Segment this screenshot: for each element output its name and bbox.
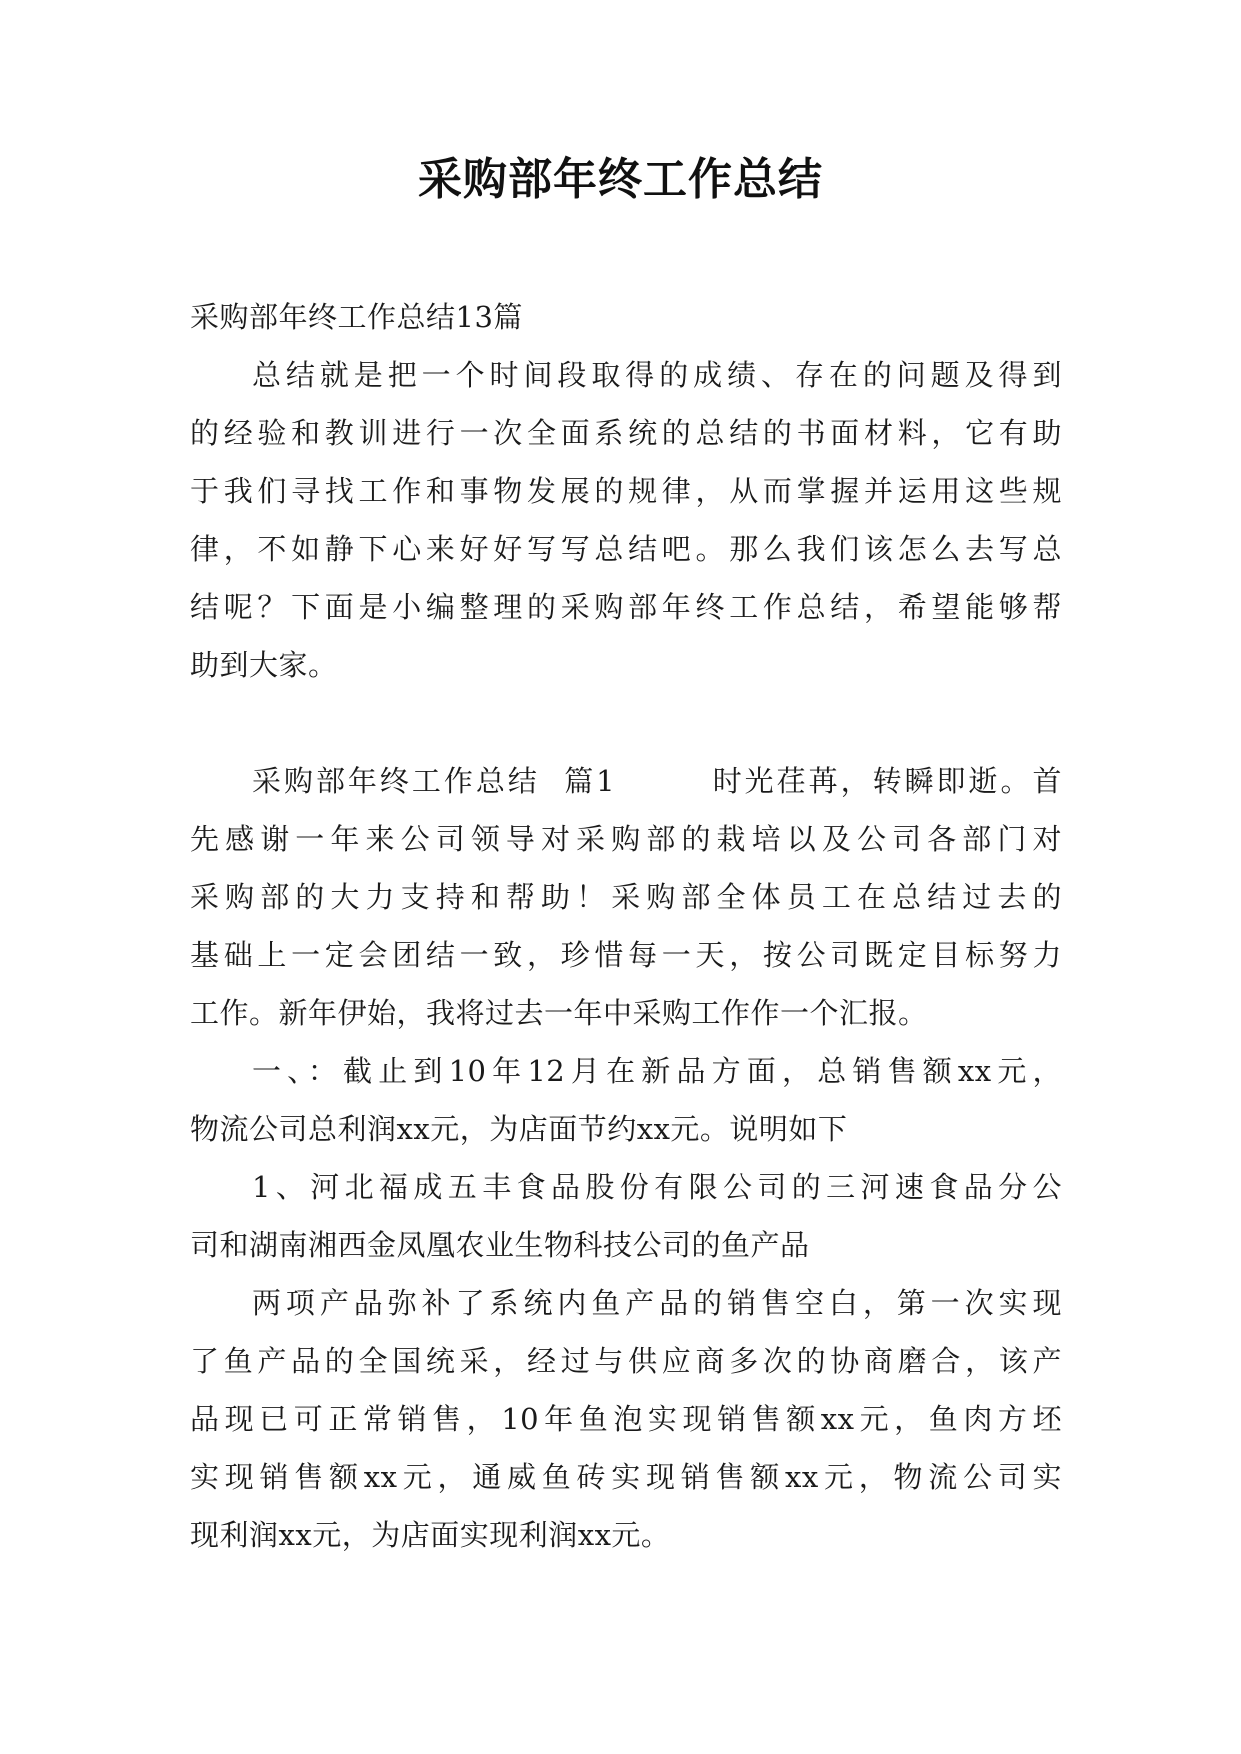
document-title: 采购部年终工作总结 [418,154,823,205]
intro-paragraph [190,346,1062,694]
detail-line: 实现销售额xx元，通威鱼砖实现销售额xx元，物流公司实 [190,1460,1062,1494]
point1-line: 一、：截止到10年12月在新品方面，总销售额xx元， [252,1054,1062,1088]
section1-paragraph [190,752,1062,1042]
item1-paragraph [190,1158,1062,1274]
intro-line: 律，不如静下心来好好写写总结吧。那么我们该怎么去写总 [190,532,1062,566]
section1-line: 采购部年终工作总结 篇1 时光荏苒，转瞬即逝。首 [252,764,1062,798]
document-body [190,288,1062,1564]
paragraph-gap [190,694,1062,752]
section1-line: 基础上一定会团结一致，珍惜每一天，按公司既定目标努力 [190,938,1062,972]
intro-line: 结呢？下面是小编整理的采购部年终工作总结，希望能够帮 [190,590,1062,624]
item1-line: 1、河北福成五丰食品股份有限公司的三河速食品分公 [252,1170,1062,1204]
item1-line: 司和湖南湘西金凤凰农业生物科技公司的鱼产品 [190,1228,810,1262]
detail-line: 了鱼产品的全国统采，经过与供应商多次的协商磨合，该产 [190,1344,1062,1378]
point1-paragraph [190,1042,1062,1158]
section1-line: 采购部的大力支持和帮助！采购部全体员工在总结过去的 [190,880,1062,914]
point1-line: 物流公司总利润xx元，为店面节约xx元。说明如下 [190,1112,848,1146]
detail-line: 品现已可正常销售，10年鱼泡实现销售额xx元，鱼肉方坯 [190,1402,1062,1436]
intro-line: 的经验和教训进行一次全面系统的总结的书面材料，它有助 [190,416,1062,450]
section1-line: 工作。新年伊始，我将过去一年中采购工作作一个汇报。 [190,996,928,1030]
detail-paragraph [190,1274,1062,1564]
detail-line: 两项产品弥补了系统内鱼产品的销售空白，第一次实现 [252,1286,1062,1320]
intro-line: 总结就是把一个时间段取得的成绩、存在的问题及得到 [252,358,1062,392]
intro-line: 助到大家。 [190,648,338,682]
subtitle-line: 采购部年终工作总结13篇 [190,300,523,334]
section1-line: 先感谢一年来公司领导对采购部的栽培以及公司各部门对 [190,822,1062,856]
detail-line: 现利润xx元，为店面实现利润xx元。 [190,1518,671,1552]
intro-line: 于我们寻找工作和事物发展的规律，从而掌握并运用这些规 [190,474,1062,508]
